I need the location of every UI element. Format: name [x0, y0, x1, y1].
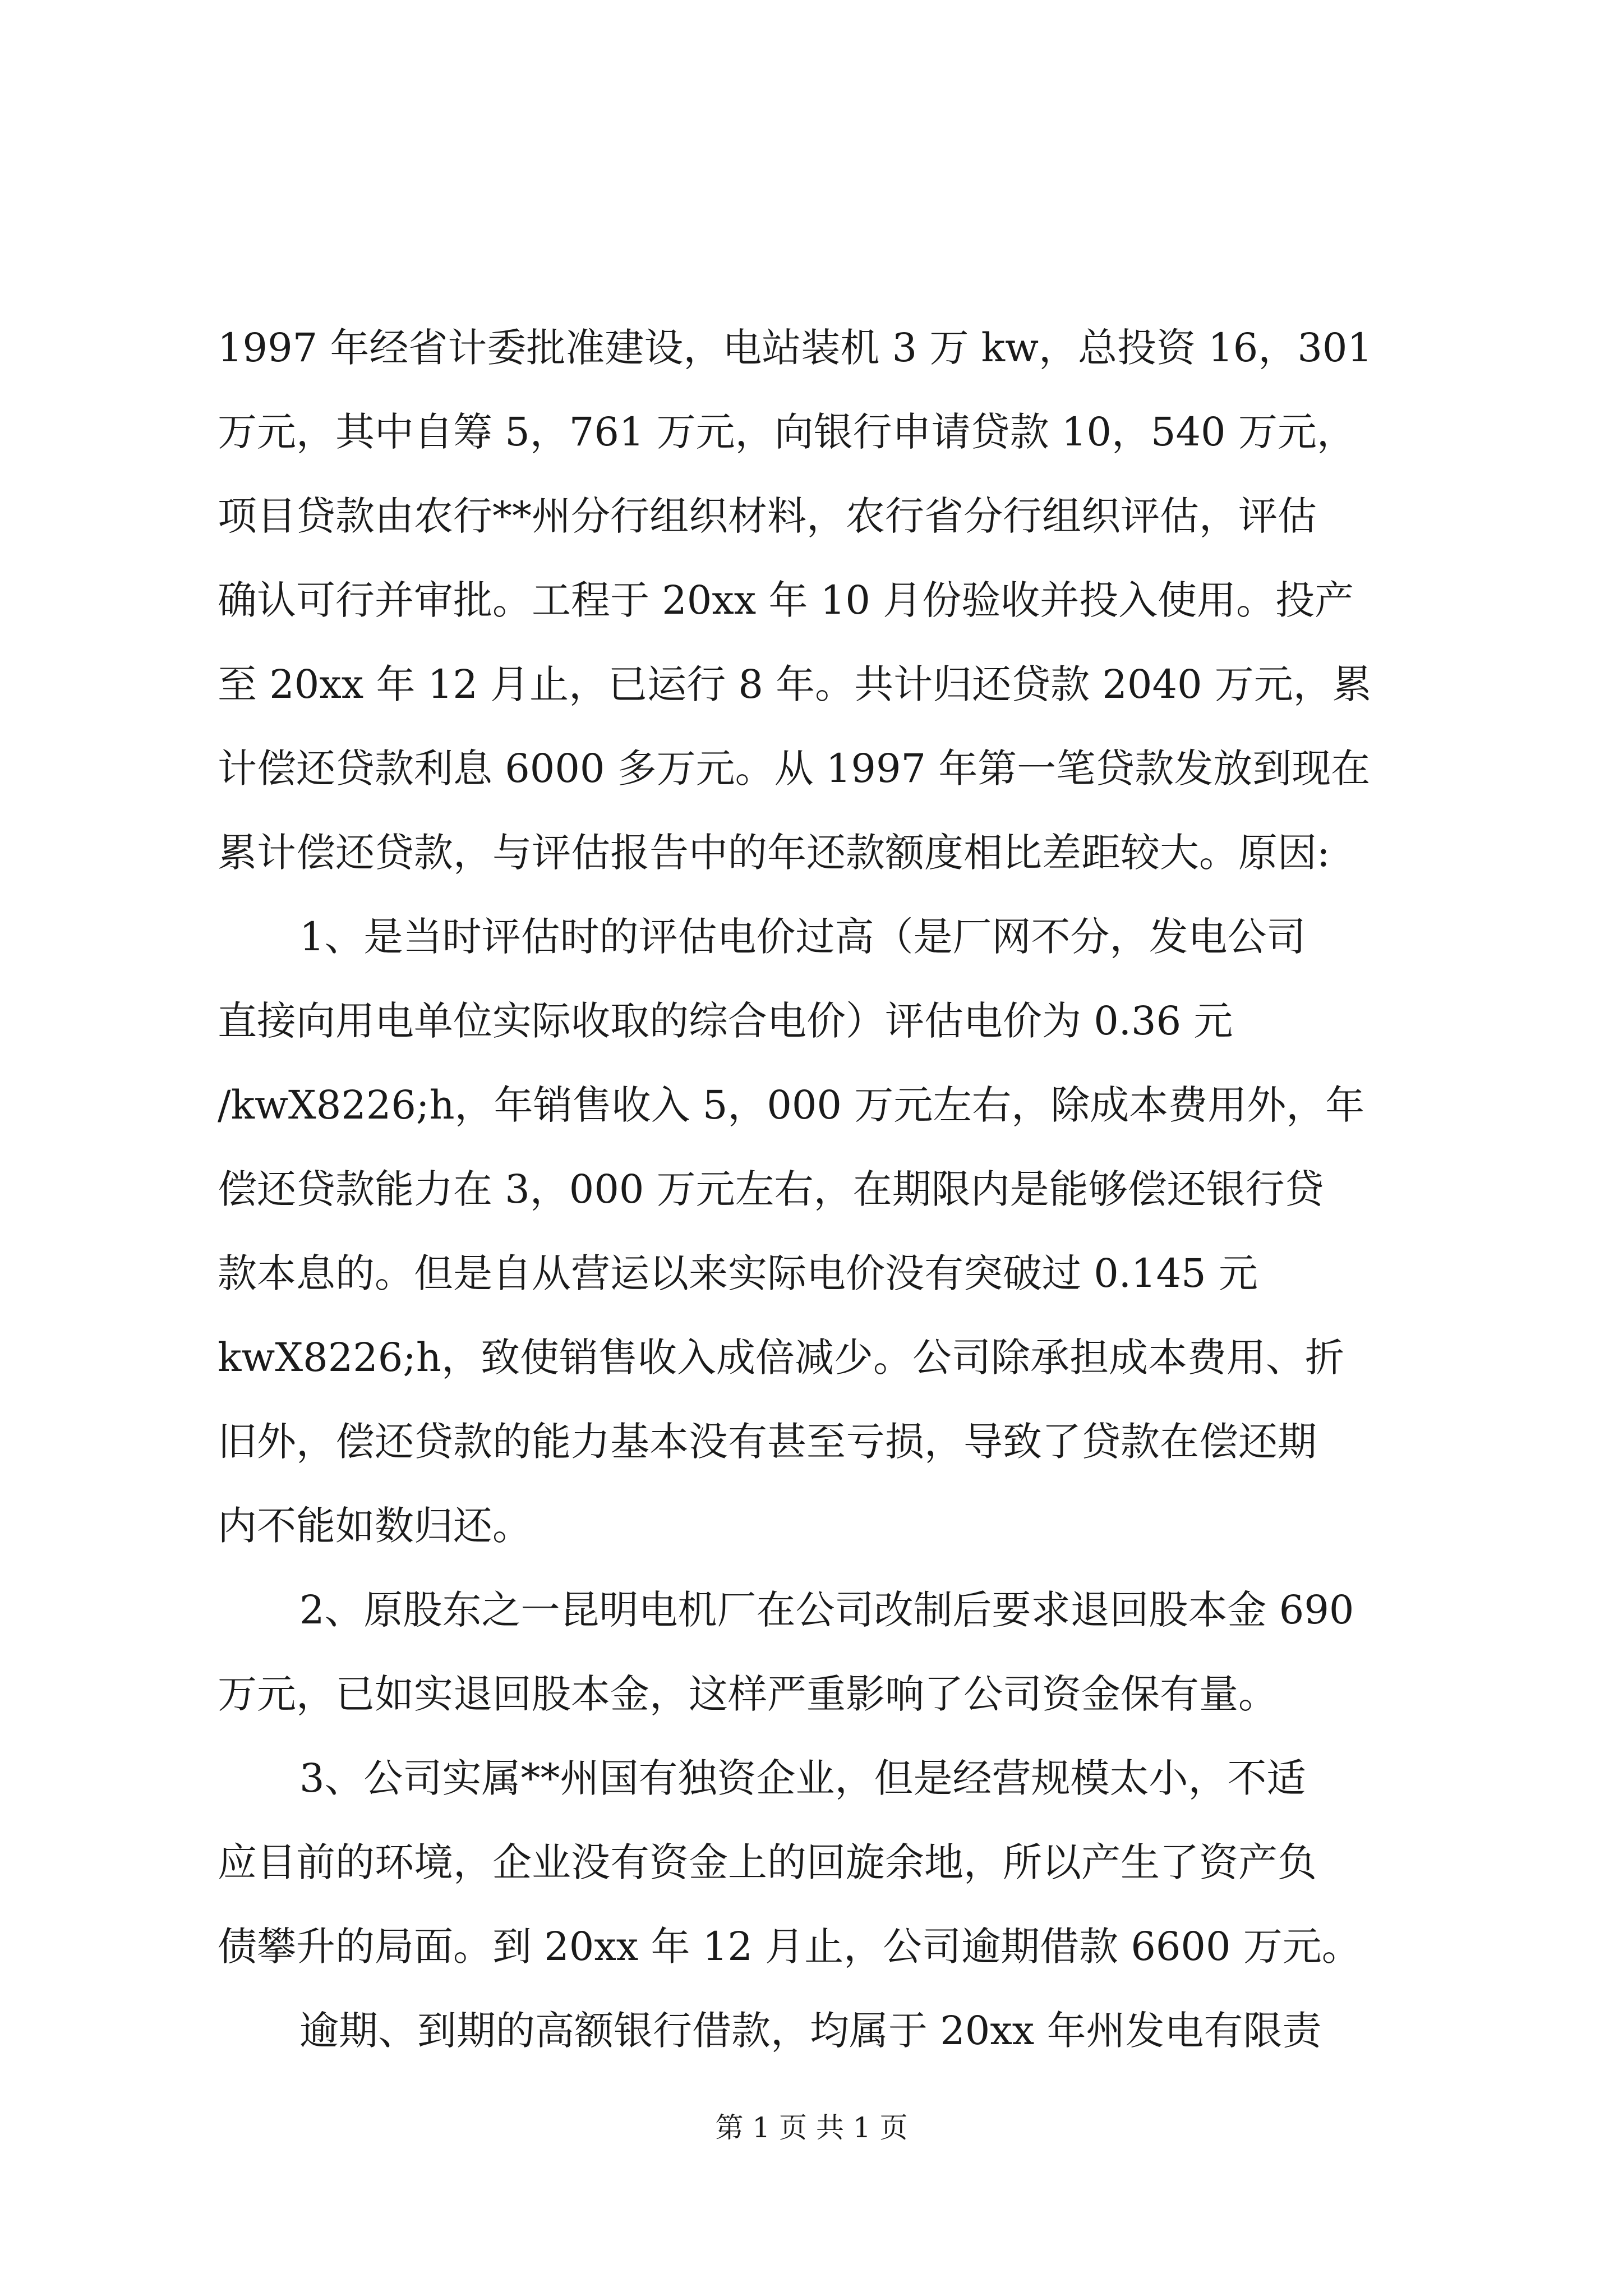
text-line: 至 20xx 年 12 月止，已运行 8 年。共计归还贷款 2040 万元，累	[218, 661, 1372, 707]
text-line: 项目贷款由农行**州分行组织材料，农行省分行组织评估，评估	[218, 493, 1317, 539]
text-line: 万元，其中自筹 5，761 万元，向银行申请贷款 10，540 万元，	[218, 409, 1356, 455]
text-line: 直接向用电单位实际收取的综合电价）评估电价为 0.36 元	[218, 998, 1233, 1044]
text-line: 逾期、到期的高额银行借款，均属于 20xx 年州发电有限责	[299, 2008, 1322, 2054]
text-line: 1、是当时评估时的评估电价过高（是厂网不分，发电公司	[299, 914, 1306, 960]
page-footer: 第 1 页 共 1 页	[715, 2111, 908, 2144]
text-line: /kwX8226;h，年销售收入 5，000 万元左右，除成本费用外，年	[218, 1082, 1365, 1128]
text-line: kwX8226;h，致使销售收入成倍减少。公司除承担成本费用、折	[218, 1335, 1344, 1381]
text-line: 1997 年经省计委批准建设，电站装机 3 万 kw，总投资 16，301	[218, 325, 1372, 371]
text-line: 万元，已如实退回股本金，这样严重影响了公司资金保有量。	[218, 1671, 1278, 1717]
text-line: 旧外，偿还贷款的能力基本没有甚至亏损，导致了贷款在偿还期	[218, 1419, 1317, 1465]
text-line: 计偿还贷款利息 6000 多万元。从 1997 年第一笔贷款发放到现在	[218, 746, 1371, 792]
text-line: 债攀升的局面。到 20xx 年 12 月止，公司逾期借款 6600 万元。	[218, 1924, 1361, 1970]
text-line: 3、公司实属**州国有独资企业，但是经营规模太小，不适	[299, 1755, 1306, 1801]
text-line: 款本息的。但是自从营运以来实际电价没有突破过 0.145 元	[218, 1250, 1258, 1296]
text-line: 应目前的环境，企业没有资金上的回旋余地，所以产生了资产负	[218, 1839, 1317, 1885]
body-text	[218, 306, 1407, 2073]
text-line: 偿还贷款能力在 3，000 万元左右，在期限内是能够偿还银行贷	[218, 1166, 1324, 1212]
text-line: 累计偿还贷款，与评估报告中的年还款额度相比差距较大。原因:	[218, 830, 1330, 876]
text-line: 内不能如数归还。	[218, 1503, 532, 1549]
text-line: 确认可行并审批。工程于 20xx 年 10 月份验收并投入使用。投产	[218, 577, 1354, 623]
text-line: 2、原股东之一昆明电机厂在公司改制后要求退回股本金 690	[299, 1587, 1354, 1633]
